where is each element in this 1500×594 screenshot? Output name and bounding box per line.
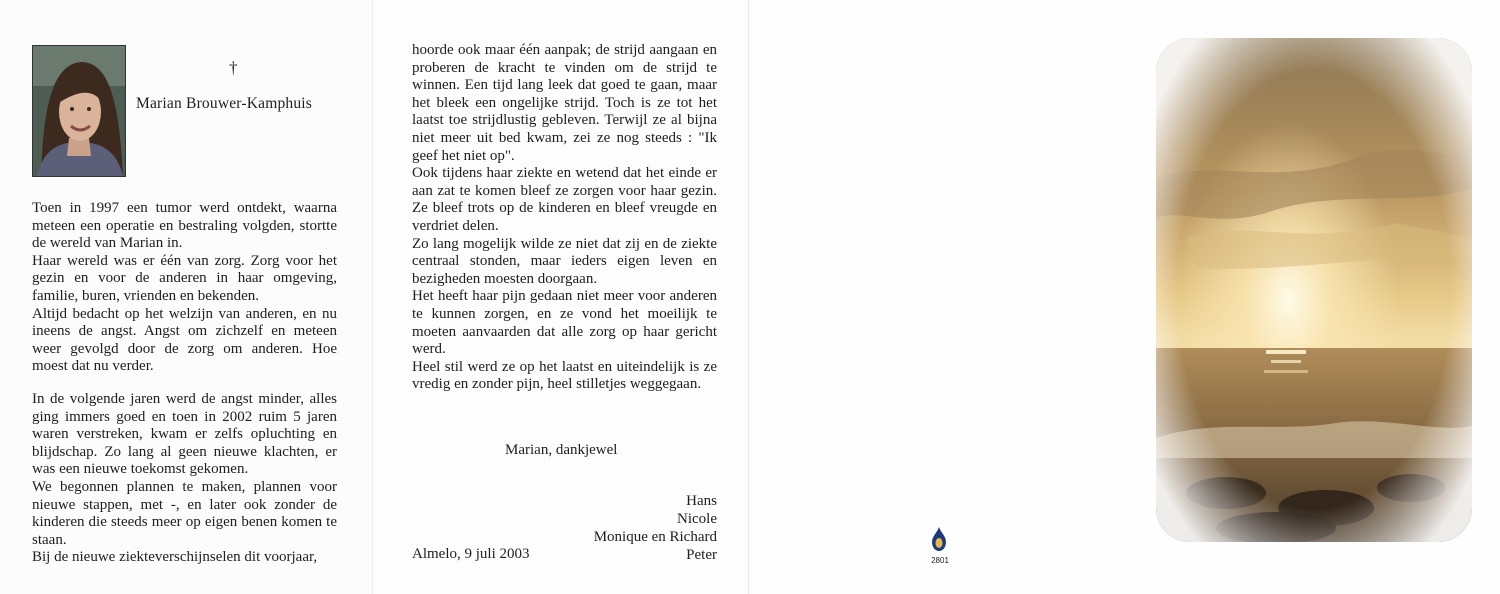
cross-symbol: †: [229, 58, 238, 77]
printer-logo-icon: [932, 527, 946, 551]
card-inner-left-panel: [0, 0, 372, 594]
portrait-photo: [32, 45, 126, 177]
deceased-name: Marian Brouwer-Kamphuis: [136, 95, 313, 112]
signature-list: [560, 492, 717, 564]
place-and-date: Almelo, 9 juli 2003: [412, 546, 530, 562]
signature-name: Peter: [686, 547, 717, 563]
paragraph: Toen in 1997 een tumor werd ontdekt, waarna meteen een operatie en bestraling volgden, stortte de wereld van Marian in.: [32, 200, 337, 252]
text-column-right: [412, 42, 717, 394]
paragraph: Haar wereld was er één van zorg. Zorg voor het gezin en voor de anderen in haar omgeving, familie, buren, vrienden en bekenden.: [32, 252, 337, 304]
signature-name: Hans: [686, 493, 717, 509]
signature-name: Monique en Richard: [593, 529, 717, 545]
paragraph: Ook tijdens haar ziekte en wetend dat het einde er aan zat te komen bleef ze zorgen voor haar gezin. Ze bleef trots op de kinderen en bleef vreugde en verdriet delen.: [412, 165, 717, 234]
paragraph: Altijd bedacht op het welzijn van anderen, en nu ineens de angst. Angst om zichzelf en meteen weer gevolgd door de zorg om anderen. Hoe moest dat nu verder.: [32, 305, 337, 375]
paragraph: Bij de nieuwe ziekteverschijnselen dit voorjaar,: [32, 549, 318, 566]
paragraph: Het heeft haar pijn gedaan niet meer voor anderen te kunnen zorgen, en ze vond het moeilijk te moeten aanvaarden dat alle zorg op haar gericht werd.: [412, 288, 717, 358]
paragraph: We begonnen plannen te maken, plannen voor nieuwe stappen, met -, en later ook zonder de kinderen die steeds meer op eigen benen komen te staan.: [32, 478, 337, 548]
signature-name: Nicole: [677, 511, 717, 527]
sunset-sea-photo: [1156, 38, 1472, 542]
text-column-left: [32, 200, 337, 567]
sunset-image: [1156, 38, 1472, 542]
paragraph: Heel stil werd ze op het laatst en uiteindelijk is ze vredig en zonder pijn, heel stilletjes weggegaan.: [412, 358, 717, 393]
portrait-image: [33, 46, 125, 176]
paragraph-gap: [32, 376, 337, 391]
print-code: 2801: [931, 556, 949, 565]
paragraph: hoorde ook maar één aanpak; de strijd aangaan en proberen de kracht te vinden om de strijd te winnen. Een tijd lang leek dat goed te gaan, maar het bleek een ongelijke strijd. Toch is ze tot het laatst toe strijdlustig gebleven. Terwijl ze al bijna niet meer uit bed kwam, zei ze nog steeds : "Ik geef het niet op".: [412, 42, 717, 164]
paragraph: Zo lang mogelijk wilde ze niet dat zij en de ziekte centraal stonden, maar ieders eigen leven en bezigheden moesten doorgaan.: [412, 235, 717, 287]
closing-line: Marian, dankjewel: [505, 442, 618, 458]
paragraph: In de volgende jaren werd de angst minder, alles ging immers goed en toen in 2002 ruim 5 jaren waren verstreken, kwam er zelfs opluchting en blijdschap. Zo lang al geen nieuwe klachten, er was een nieuwe toekomst gekomen.: [32, 390, 337, 478]
